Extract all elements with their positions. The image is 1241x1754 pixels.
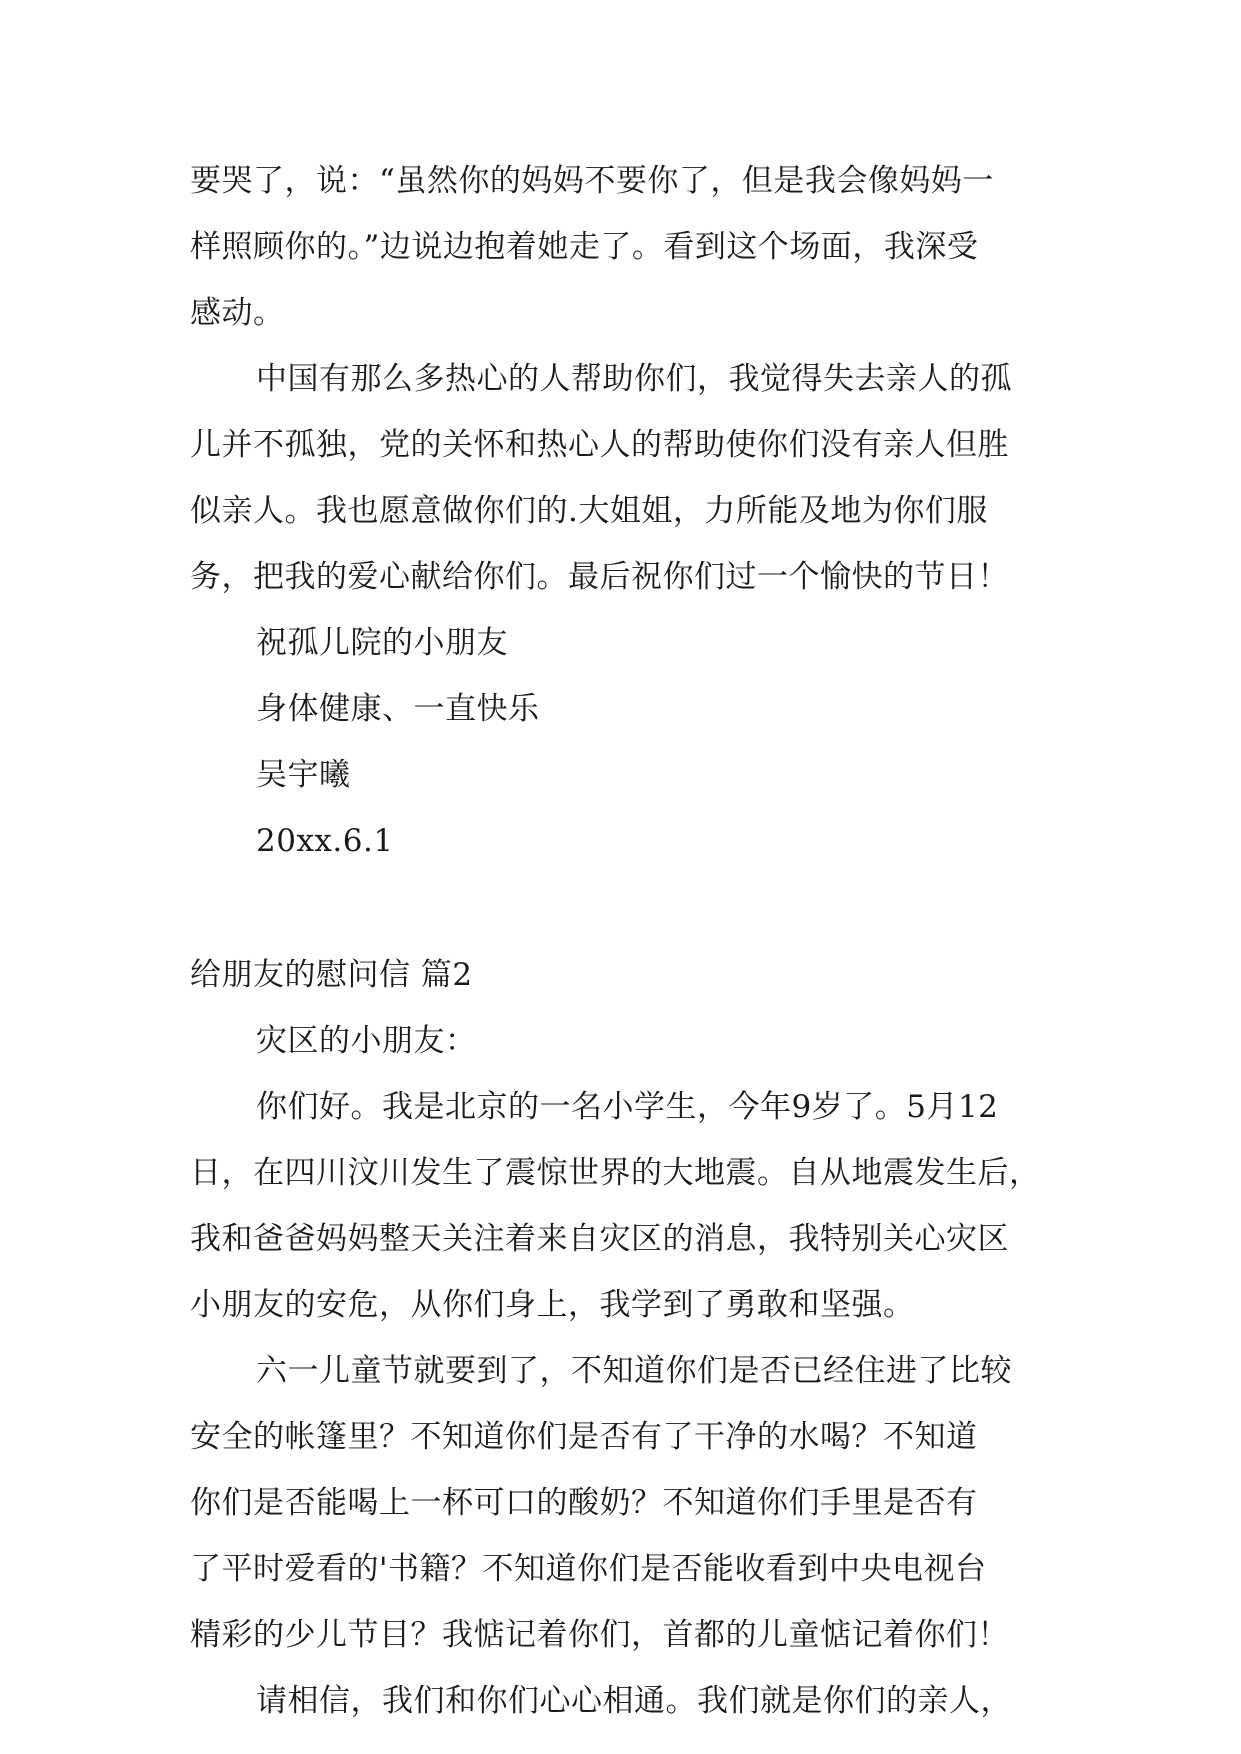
text-line: 我和爸爸妈妈整天关注着来自灾区的消息，我特别关心灾区 <box>190 1221 1009 1257</box>
text-line: 六一儿童节就要到了，不知道你们是否已经住进了比较 <box>256 1353 1012 1389</box>
closing-wish-line1: 祝孤儿院的小朋友 <box>256 625 508 661</box>
paragraph-believe <box>190 1668 1060 1734</box>
text-line: 似亲人。我也愿意做你们的.大姐姐，力所能及地为你们服 <box>190 493 988 529</box>
paragraph-intro <box>190 1074 1060 1338</box>
text-line: 感动。 <box>190 295 285 331</box>
letter-date: 20xx.6.1 <box>256 823 394 859</box>
paragraph-continued <box>190 148 1060 346</box>
text-line: 安全的帐篷里？不知道你们是否有了干净的水喝？不知道 <box>190 1419 978 1455</box>
text-line: 小朋友的安危，从你们身上，我学到了勇敢和坚强。 <box>190 1287 915 1323</box>
text-line: 你们好。我是北京的一名小学生，今年9岁了。5月12 <box>256 1089 999 1125</box>
text-line: 了平时爱看的'书籍？不知道你们是否能收看到中央电视台 <box>190 1551 987 1587</box>
salutation: 灾区的小朋友： <box>256 1023 477 1059</box>
section-heading: 给朋友的慰问信 篇2 <box>190 957 473 993</box>
text-line: 要哭了，说：“虽然你的妈妈不要你了，但是我会像妈妈一 <box>190 163 994 199</box>
paragraph-china <box>190 346 1060 610</box>
text-line: 样照顾你的。”边说边抱着她走了。看到这个场面，我深受 <box>190 229 979 265</box>
text-line: 中国有那么多热心的人帮助你们，我觉得失去亲人的孤 <box>256 361 1012 397</box>
text-line: 务，把我的爱心献给你们。最后祝你们过一个愉快的节日！ <box>190 559 1009 595</box>
text-line: 请相信，我们和你们心心相通。我们就是你们的亲人， <box>256 1683 1012 1719</box>
document-page <box>190 148 1060 1734</box>
text-line: 儿并不孤独，党的关怀和热心人的帮助使你们没有亲人但胜 <box>190 427 1009 463</box>
text-line: 精彩的少儿节目？我惦记着你们，首都的儿童惦记着你们！ <box>190 1617 1009 1653</box>
text-line: 你们是否能喝上一杯可口的酸奶？不知道你们手里是否有 <box>190 1485 978 1521</box>
paragraph-childrens-day <box>190 1338 1060 1668</box>
signature: 吴宇曦 <box>256 757 351 793</box>
closing-wish-line2: 身体健康、一直快乐 <box>256 691 540 727</box>
text-line: 日，在四川汶川发生了震惊世界的大地震。自从地震发生后， <box>190 1155 1041 1191</box>
